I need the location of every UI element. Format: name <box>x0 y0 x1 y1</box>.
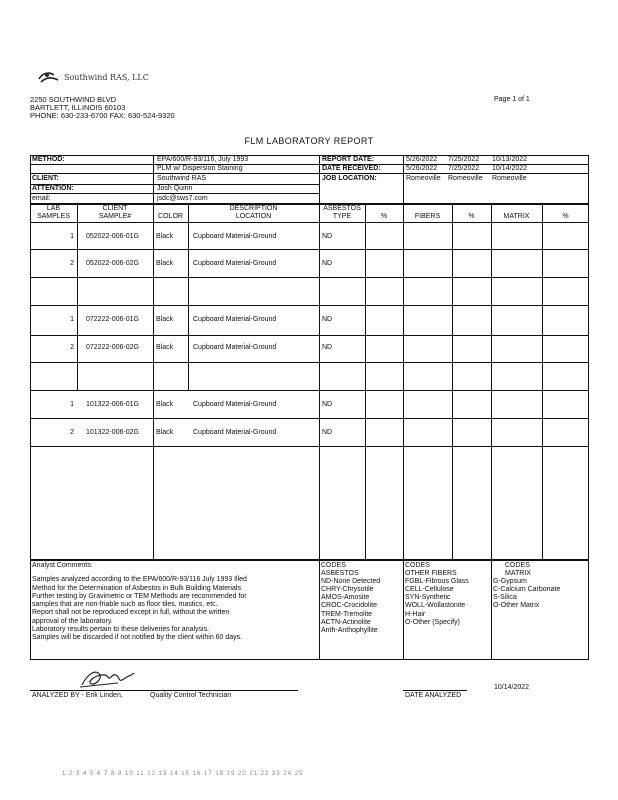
client-sample: 072222-006-02G <box>86 344 139 351</box>
code-item: CELL-Cellulose <box>405 586 454 594</box>
asbestos-type: ND <box>322 401 333 408</box>
client-label: CLIENT: <box>32 175 59 182</box>
client-sample: 052022-006-02G <box>86 260 139 267</box>
client-sample: 101322-006-01G <box>86 401 139 408</box>
company-address-line1: 2250 SOUTHWIND BLVD <box>30 95 117 104</box>
comment-line: Laboratory results pertain to these deliveries for analysis. <box>32 626 210 634</box>
code-item: CROC-Crocidolite <box>321 602 378 610</box>
email-value: jsdc@sws7.com <box>157 195 208 202</box>
client-sample: 052022-006-01G <box>86 233 139 240</box>
asbestos-codes <box>321 562 380 635</box>
lab-number: 2 <box>70 429 74 436</box>
code-item: Anth-Anthophyllite <box>321 626 378 634</box>
comment-line: Samples analyzed according to the EPA/600/R-93/116 July 1993 Illed <box>32 576 247 584</box>
received-date-1: 5/26/2022 <box>406 165 438 172</box>
col-matrix-percent: % <box>562 213 569 220</box>
col-asbestos: ASBESTOS <box>323 205 361 212</box>
comment-line: Samples will be discarded if not notified by the client within 60 days. <box>32 634 243 642</box>
code-item: O-Other Matrix <box>493 602 540 610</box>
sample-description: Cupboard Material-Ground <box>193 401 277 408</box>
sample-description: Cupboard Material-Ground <box>193 429 277 436</box>
email-label: email: <box>32 195 51 202</box>
attention-label: ATTENTION: <box>32 185 74 192</box>
analyzed-by: ANALYZED BY - Erik Linden, <box>32 692 123 699</box>
code-item: AMOS-Amosite <box>321 594 370 602</box>
lab-number: 1 <box>70 233 74 240</box>
client-value: Southwind RAS <box>157 175 207 182</box>
client-sample: 101322-006-02G <box>86 429 139 436</box>
location-1: Romeoville <box>406 175 441 182</box>
code-item: FGBL-Fibrous Glass <box>405 578 469 586</box>
company-phone: PHONE: 630-233-6700 FAX: 630-524-9320 <box>30 111 175 120</box>
page-number: Page 1 of 1 <box>494 96 530 103</box>
code-item: O-Other (Specify) <box>405 618 460 626</box>
code-item: ACTN-Actinolite <box>321 618 371 626</box>
date-analyzed-value: 10/14/2022 <box>494 684 530 691</box>
lab-number: 1 <box>70 401 74 408</box>
client-sample: 072222-006-01G <box>86 316 139 323</box>
col-lab-samples: SAMPLES <box>36 213 71 220</box>
col-color: COLOR <box>158 213 183 220</box>
asbestos-type: ND <box>322 429 333 436</box>
analyst-role: Quality Control Technician <box>150 692 232 699</box>
col-lab: LAB <box>46 205 61 212</box>
comments-title: Analyst Comments: <box>32 562 93 569</box>
received-date-2: 7/25/2022 <box>448 165 480 172</box>
report-date-label: REPORT DATE: <box>322 156 374 163</box>
codes-title: CODES <box>505 562 530 569</box>
page-footer: 1 2 3 4 5 6 7 8 9 10 11 12 13 14 15 16 17 18 19 20 21 22 23 24 25 <box>62 771 304 777</box>
report-title: FLM LABORATORY REPORT <box>244 136 374 146</box>
col-matrix: MATRIX <box>503 213 530 220</box>
code-item: WOLL-Wollastonite <box>405 602 466 610</box>
location-2: Romeoville <box>448 175 483 182</box>
location-3: Romeoville <box>492 175 527 182</box>
code-item: CHRY-Chrysotile <box>321 586 374 594</box>
col-location: LOCATION <box>235 213 272 220</box>
fiber-codes <box>405 562 469 627</box>
report-date-3: 10/13/2022 <box>492 156 528 163</box>
date-received-label: DATE RECEIVED: <box>322 165 381 172</box>
code-item: C-Calcium Carbonate <box>493 586 561 594</box>
logo-text: Southwind RAS, LLC <box>64 72 149 82</box>
asbestos-type: ND <box>322 316 333 323</box>
col-fiber-percent: % <box>468 213 475 220</box>
sample-description: Cupboard Material-Ground <box>193 233 277 240</box>
job-location-label: JOB LOCATION: <box>322 175 377 182</box>
codes-title: CODES <box>405 562 430 569</box>
sample-color: Black <box>156 344 174 351</box>
comment-line: approval of the laboratory. <box>32 617 113 625</box>
col-asbestos-type: TYPE <box>332 213 352 220</box>
method-value: EPA/600/R-93/116, July 1993 <box>157 156 249 163</box>
lab-number: 2 <box>70 260 74 267</box>
comment-line: Report shall not be reproduced except in full, without the written <box>32 609 230 617</box>
sample-color: Black <box>156 401 174 408</box>
col-client-sample: SAMPLE# <box>98 213 132 220</box>
code-item: H-Hair <box>405 610 426 618</box>
codes-subtitle: ASBESTOS <box>321 570 359 578</box>
sample-table <box>30 204 589 560</box>
sample-description: Cupboard Material-Ground <box>193 344 277 351</box>
company-logo <box>38 70 149 84</box>
codes-subtitle: OTHER FIBERS <box>405 570 457 578</box>
analyst-comments <box>32 562 247 643</box>
date-analyzed-label: DATE ANALYZED <box>405 692 462 699</box>
matrix-codes <box>493 562 560 611</box>
codes-subtitle: MATRIX <box>505 570 531 578</box>
sample-color: Black <box>156 233 174 240</box>
attention-value: Josh Quinn <box>157 185 193 192</box>
sample-color: Black <box>156 316 174 323</box>
method-technique: PLM w/ Dispersion Staining <box>157 165 243 172</box>
analyst-signature <box>78 663 138 693</box>
asbestos-type: ND <box>322 233 333 240</box>
report-date-2: 7/25/2022 <box>448 156 480 163</box>
wind-logo-icon <box>38 70 60 84</box>
code-item: TREM-Tremolite <box>321 610 373 618</box>
sample-description: Cupboard Material-Ground <box>193 260 277 267</box>
comment-line: Method for the Determination of Asbestos in Bulk Building Materials <box>32 584 241 592</box>
col-description: DESCRIPTION <box>229 205 278 212</box>
code-item: S-Silica <box>493 594 517 602</box>
col-client: CLIENT <box>102 205 128 212</box>
code-item: SYN-Synthetic <box>405 594 451 602</box>
lab-number: 1 <box>70 316 74 323</box>
comment-line: Further testing by Gravimetric or TEM Methods are recommended for <box>32 592 247 600</box>
lab-number: 2 <box>70 344 74 351</box>
sample-description: Cupboard Material-Ground <box>193 316 277 323</box>
received-date-3: 10/14/2022 <box>492 165 528 172</box>
asbestos-type: ND <box>322 344 333 351</box>
col-percent: % <box>380 213 388 220</box>
sample-color: Black <box>156 260 174 267</box>
code-item: G-Gypsum <box>493 578 527 586</box>
method-label: METHOD: <box>32 156 65 163</box>
report-date-1: 5/26/2022 <box>406 156 438 163</box>
company-address-line2: BARTLETT, ILLINOIS 60103 <box>30 103 126 112</box>
comment-line: samples that are non-friable such as floor tiles, mastics, etc. <box>32 601 218 609</box>
sample-color: Black <box>156 429 174 436</box>
asbestos-type: ND <box>322 260 333 267</box>
codes-title: CODES <box>321 562 346 569</box>
code-item: ND-None Detected <box>321 578 381 586</box>
col-fibers: FIBERS <box>414 213 441 220</box>
